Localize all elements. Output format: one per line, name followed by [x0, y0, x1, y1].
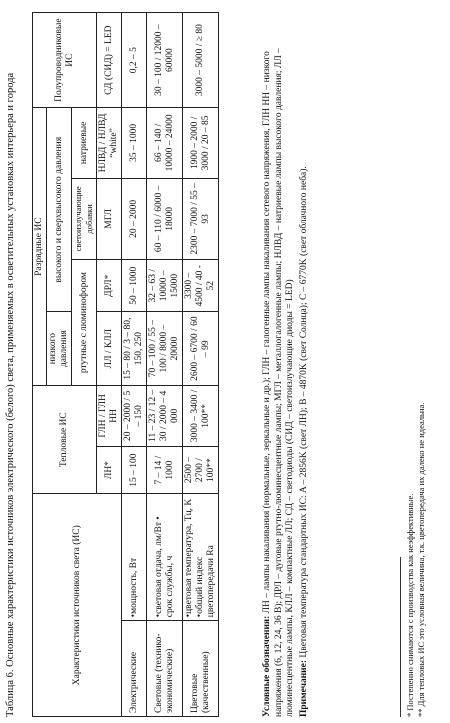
cell-ll: 15 – 80 / 3 – 80, 150, 250	[122, 312, 147, 386]
header-characteristics: Характеристики источников света (ИС)	[33, 494, 122, 717]
abbreviations-title: Условные обозначения:	[262, 615, 272, 717]
cell-nlvd: 1900 – 2000 / 3000 / 20 – 85	[183, 108, 219, 178]
notes	[262, 12, 312, 717]
cell-led: 0,2 – 5	[122, 13, 147, 108]
row-group: Электрические	[122, 621, 147, 717]
header-light-additives: светоизлучающие добавки	[72, 178, 97, 260]
abbreviations	[262, 12, 297, 717]
table-row	[122, 13, 147, 717]
header-discharge: Разрядные ИС	[33, 108, 47, 386]
footnote-2: ** Для тепловых ИС это условная величина, т.к. цветопередача их далеко не идеальна.	[416, 402, 426, 717]
col-gln: ГЛН / ГЛН НН	[97, 385, 122, 446]
cell-mgl: 60 – 110 / 6000 – 18000	[147, 178, 183, 260]
row-params: •световая отдача, лм/Вт • срок службы, ч	[147, 494, 183, 621]
col-drl: ДРЛ*	[97, 260, 122, 312]
remark-text: Цветовая температура стандартных ИС: A – 2856K (свет ЛН); B – 4870K (свет Солнца); C – 6770K (свет облачного неба).	[298, 166, 309, 658]
row-group: Световые (технико-экономические)	[147, 621, 183, 717]
row-group: Цветовые (качественные)	[183, 621, 219, 717]
cell-drl: 32 – 63 / 10000 – 15000	[147, 260, 183, 312]
remark-title: Примечание:	[298, 659, 309, 717]
header-sodium: натриевые	[72, 108, 97, 178]
table-caption: Таблица 6. Основные характеристики источников электрического (белого) света, применяемых в осветительных установках интерьера и города	[5, 72, 16, 717]
cell-mgl: 2300 – 7000 / 55 – 93	[183, 178, 219, 260]
header-mercury-phosphor: ртутные с люминофором	[72, 260, 97, 386]
header-semiconductor: Полупроводниковые ИС	[33, 13, 97, 108]
table-row	[147, 13, 183, 717]
cell-mgl: 20 – 2000	[122, 178, 147, 260]
footnotes	[405, 12, 427, 717]
cell-nlvd: 35 – 1000	[122, 108, 147, 178]
remark	[299, 12, 311, 717]
cell-led: 3000 – 5000 / ≥ 80	[183, 13, 219, 108]
cell-gln: 20 – 2000 / 5 – 150	[122, 385, 147, 446]
abbreviations-text: ЛН – лампы накаливания (нормальные, зеркальные и др.); ГЛН – галогенные лампы накаливания сетевого напряжения, ГЛН НН – низкого напряжения (6, 12, 24, 36 В); ДРЛ – дуговые ртутно-люминесцентные лампы; МГЛ – металлогалогенные лампы; НЛВД – натриевые лампы высокого давления; ЛЛ – люминесцентные лампы, КЛЛ – компактные ЛЛ; СД – светодиоды (СИД – светоизлучающие диоды = LED)	[262, 48, 295, 717]
cell-drl: 3300 – 4500 / 40 - 52	[183, 260, 219, 312]
row-params: •цветовая температура, Tц, K •общий индекс цветопередачи Ra	[183, 494, 219, 621]
cell-ll: 2600 – 6700 / 60 – 99	[183, 312, 219, 386]
col-led: СД (СИД) = LED	[97, 13, 122, 108]
cell-led: 30 – 100 / 12000 – 60000	[147, 13, 183, 108]
cell-gln: 3000 – 3400 / 100**	[183, 385, 219, 446]
cell-gln: 11 – 23 / 12 – 30 / 2000 – 4 000	[147, 385, 183, 446]
cell-drl: 50 – 1000	[122, 260, 147, 312]
footnote-1: * Постепенно снимаются с производства как неэффективные.	[405, 493, 415, 717]
cell-ln: 2500 – 2700 / 100**	[183, 446, 219, 494]
cell-ll: 70 – 100 / 55 – 100 / 8000 – 20000	[147, 312, 183, 386]
light-sources-table	[32, 12, 219, 717]
col-nlvd: НЛВД / НЛВД “white”	[97, 108, 122, 178]
header-row-1	[33, 13, 47, 717]
cell-ln: 7 – 14 / 1000	[147, 446, 183, 494]
row-params: •мощность, Вт	[122, 494, 147, 621]
header-thermal: Тепловые ИС	[33, 385, 97, 493]
cell-ln: 15 – 100	[122, 446, 147, 494]
cell-nlvd: 66 – 140 / 10000 – 24000	[147, 108, 183, 178]
header-high-pressure: высокого и сверхвысокого давления	[47, 108, 72, 312]
header-low-pressure: низкого давления	[47, 312, 72, 386]
footnote-rule	[400, 557, 401, 717]
table-row	[183, 13, 219, 717]
col-ll: ЛЛ / КЛЛ	[97, 312, 122, 386]
col-ln: ЛН*	[97, 446, 122, 494]
col-mgl: МГЛ	[97, 178, 122, 260]
